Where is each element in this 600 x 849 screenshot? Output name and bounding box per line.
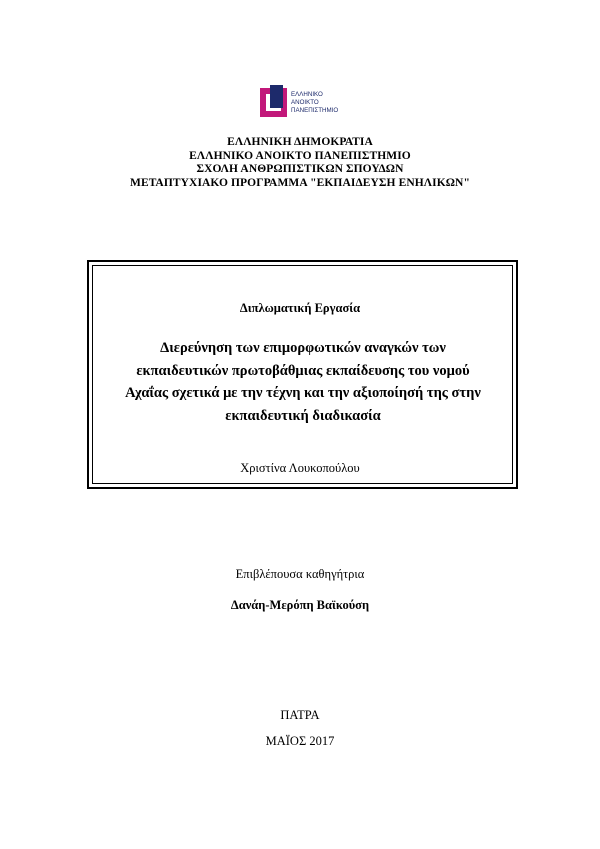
thesis-title xyxy=(95,337,511,427)
thesis-title-line: εκπαιδευτική διαδικασία xyxy=(225,407,381,424)
date: ΜΑΪΟΣ 2017 xyxy=(265,734,335,748)
city: ΠΑΤΡΑ xyxy=(280,708,320,722)
supervisor-label: Επιβλέπουσα καθηγήτρια xyxy=(235,567,365,581)
logo-square-core xyxy=(270,85,283,108)
header-line-school: ΣΧΟΛΗ ΑΝΘΡΩΠΙΣΤΙΚΩΝ ΣΠΟΥΔΩΝ xyxy=(196,163,404,175)
logo-text-line3: ΠΑΝΕΠΙΣΤΗΜΙΟ xyxy=(291,107,339,114)
document-type: Διπλωματική Εργασία xyxy=(239,301,361,315)
university-logo xyxy=(259,84,349,120)
logo-text-line2: ΑΝΟΙΚΤΟ xyxy=(291,99,319,106)
thesis-title-line: εκπαιδευτικών πρωτοβάθμιας εκπαίδευσης του νομού xyxy=(136,362,470,379)
thesis-title-line: Αχαΐας σχετικά με την τέχνη και την αξιοποίησή της στην xyxy=(125,385,481,401)
logo-text-line1: ΕΛΛΗΝΙΚΟ xyxy=(291,91,323,98)
author-name: Χριστίνα Λουκοπούλου xyxy=(240,461,360,475)
header-line-republic: ΕΛΛΗΝΙΚΗ ΔΗΜΟΚΡΑΤΙΑ xyxy=(227,136,373,148)
thesis-title-line: Διερεύνηση των επιμορφωτικών αναγκών των xyxy=(160,340,446,356)
header-line-program: ΜΕΤΑΠΤΥΧΙΑΚΟ ΠΡΟΓΡΑΜΜΑ "ΕΚΠΑΙΔΕΥΣΗ ΕΝΗΛΙΚΩΝ" xyxy=(130,176,470,189)
header-line-university: ΕΛΛΗΝΙΚΟ ΑΝΟΙΚΤΟ ΠΑΝΕΠΙΣΤΗΜΙΟ xyxy=(189,149,411,162)
institution-header xyxy=(0,136,600,190)
supervisor-name: Δανάη-Μερόπη Βαϊκούση xyxy=(230,598,370,612)
